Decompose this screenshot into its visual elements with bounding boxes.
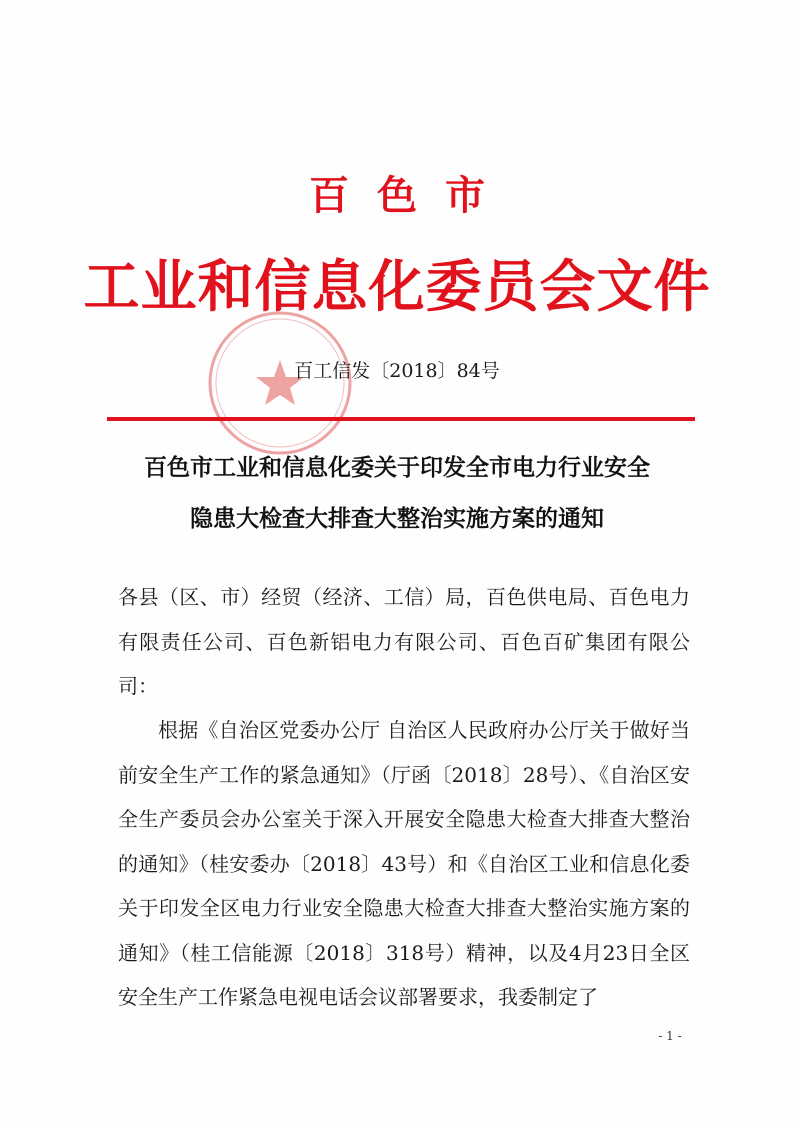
document-title-line-1: 百色市工业和信息化委关于印发全市电力行业安全	[144, 455, 650, 481]
document-number: 百工信发〔2018〕84号	[294, 360, 500, 382]
document-title-line-2: 隐患大检查大排查大整治实施方案的通知	[190, 506, 604, 532]
body-paragraph: 根据《自治区党委办公厅 自治区人民政府办公厅关于做好当前安全生产工作的紧急通知》（厅函〔2018〕28号）、《自治区安全生产委员会办公室关于深入开展安全隐患大检查大排查大整治的通知》（桂安委办〔2018〕43号）和《自治区工业和信息化委关于印发全区电力行业安全隐患大检查大排查大整治实施方案的通知》（桂工信能源〔2018〕318号）精神，以及4月23日全区安全生产工作紧急电视电话会议部署要求，我委制定了	[118, 718, 690, 1009]
issuer-organization: 工业和信息化委员会文件	[83, 255, 711, 320]
issuer-city: 百色市	[309, 172, 513, 219]
page-number: - 1 -	[658, 1029, 682, 1043]
salutation: 各县（区、市）经贸（经济、工信）局，百色供电局、百色电力有限责任公司、百色新铝电力有限公司、百色百矿集团有限公司：	[118, 585, 690, 698]
header-divider	[107, 417, 695, 421]
